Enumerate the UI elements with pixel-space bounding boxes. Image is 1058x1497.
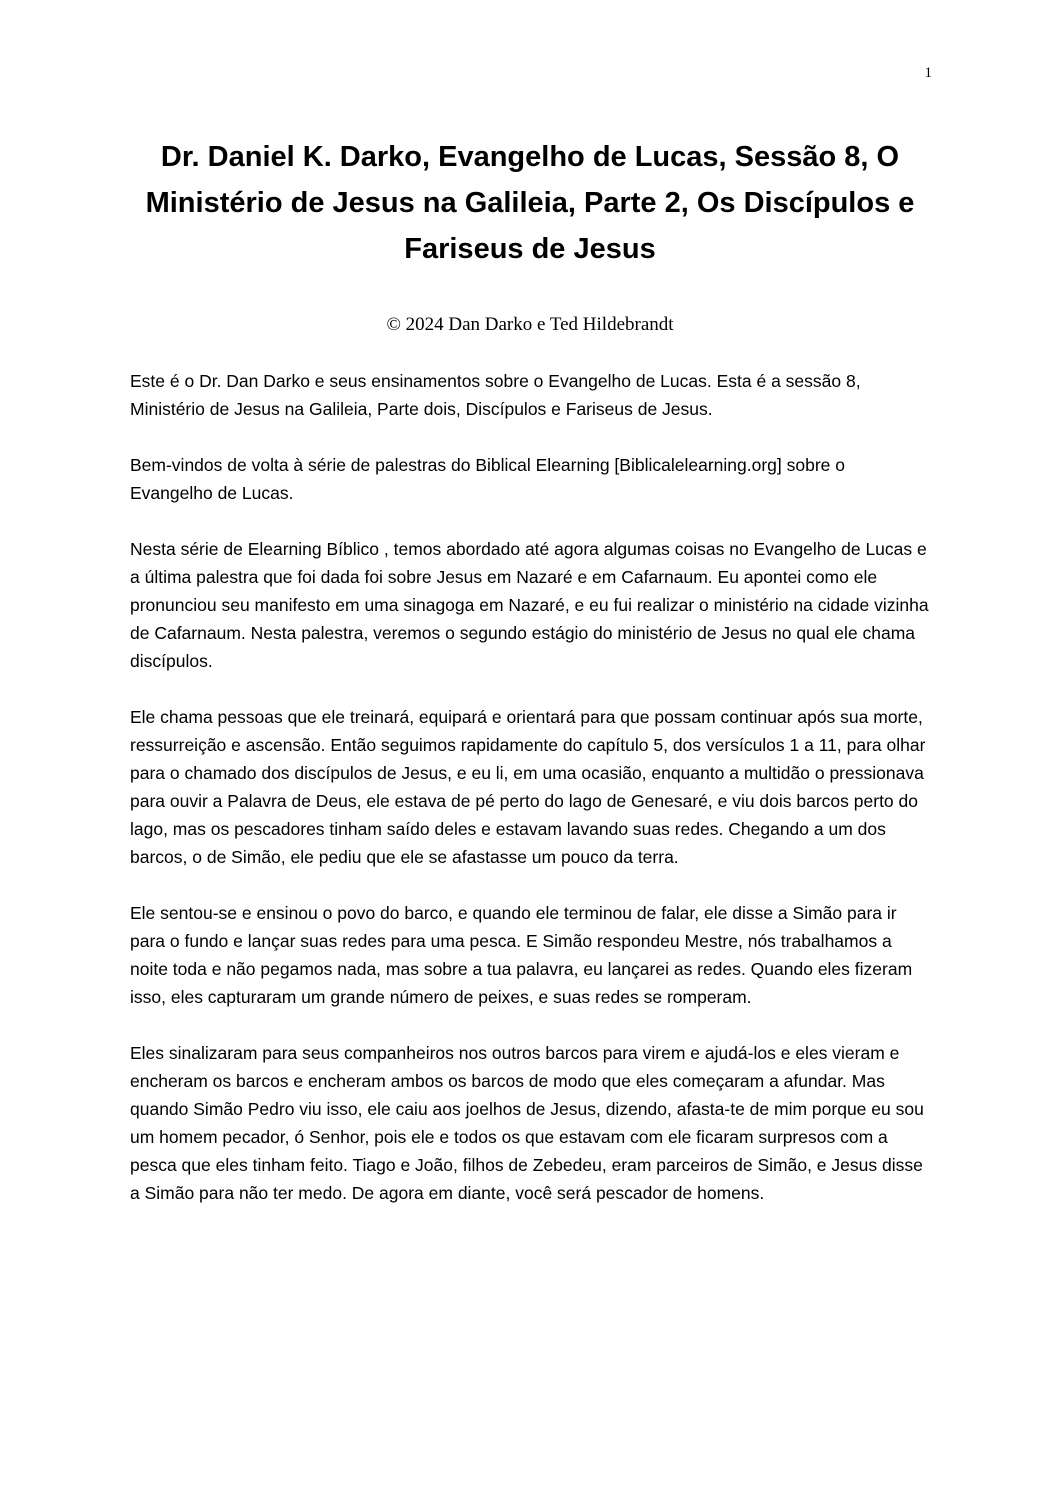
page-number: 1 — [924, 65, 932, 81]
paragraph-intro: Este é o Dr. Dan Darko e seus ensinamentos sobre o Evangelho de Lucas. Esta é a sessão 8, Ministério de Jesus na Galileia, Parte dois, Discípulos e Fariseus de Jesus. — [130, 371, 861, 419]
paragraph-calling-disciples: Ele chama pessoas que ele treinará, equipará e orientará para que possam continuar após sua morte, ressurreição e ascensão. Então seguimos rapidamente do capítulo 5, dos versículos 1 a 11, para olhar para o chamado dos discípulos de Jesus, e eu li, em uma ocasião, enquanto a multidão o pressionava para ouvir a Palavra de Deus, ele estava de pé perto do lago de Genesaré, e viu dois barcos perto do lago, mas os pescadores tinham saído deles e estavam lavando suas redes. Chegando a um dos barcos, o de Simão, ele pediu que ele se afastasse um pouco da terra. — [130, 707, 926, 867]
body-text — [130, 367, 930, 1235]
paragraph-previous-lecture: Nesta série de Elearning Bíblico , temos abordado até agora algumas coisas no Evangelho de Lucas e a última palestra que foi dada foi sobre Jesus em Nazaré e em Cafarnaum. Eu apontei como ele pronunciou seu manifesto em uma sinagoga em Nazaré, e eu fui realizar o ministério na cidade vizinha de Cafarnaum. Nesta palestra, veremos o segundo estágio do ministério de Jesus no qual ele chama discípulos. — [130, 539, 929, 671]
copyright-notice: © 2024 Dan Darko e Ted Hildebrandt — [386, 314, 674, 335]
paragraph-fishing: Ele sentou-se e ensinou o povo do barco, e quando ele terminou de falar, ele disse a Simão para ir para o fundo e lançar suas redes para uma pesca. E Simão respondeu Mestre, nós trabalhamos a noite toda e não pegamos nada, mas sobre a tua palavra, eu lançarei as redes. Quando eles fizeram isso, eles capturaram um grande número de peixes, e suas redes se romperam. — [130, 903, 913, 1007]
paragraph-welcome: Bem-vindos de volta à série de palestras do Biblical Elearning [Biblicalelearning.org] sobre o Evangelho de Lucas. — [130, 455, 845, 503]
document-title: Dr. Daniel K. Darko, Evangelho de Lucas, Sessão 8, O Ministério de Jesus na Galileia, Parte 2, Os Discípulos e Fariseus de Jesus — [145, 141, 915, 265]
paragraph-fishers-of-men: Eles sinalizaram para seus companheiros nos outros barcos para virem e ajudá-los e eles vieram e encheram os barcos e encheram ambos os barcos de modo que eles começaram a afundar. Mas quando Simão Pedro viu isso, ele caiu aos joelhos de Jesus, dizendo, afasta-te de mim porque eu sou um homem pecador, ó Senhor, pois ele e todos os que estavam com ele ficaram surpresos com a pesca que eles tinham feito. Tiago e João, filhos de Zebedeu, eram parceiros de Simão, e Jesus disse a Simão para não ter medo. De agora em diante, você será pescador de homens. — [130, 1043, 924, 1203]
